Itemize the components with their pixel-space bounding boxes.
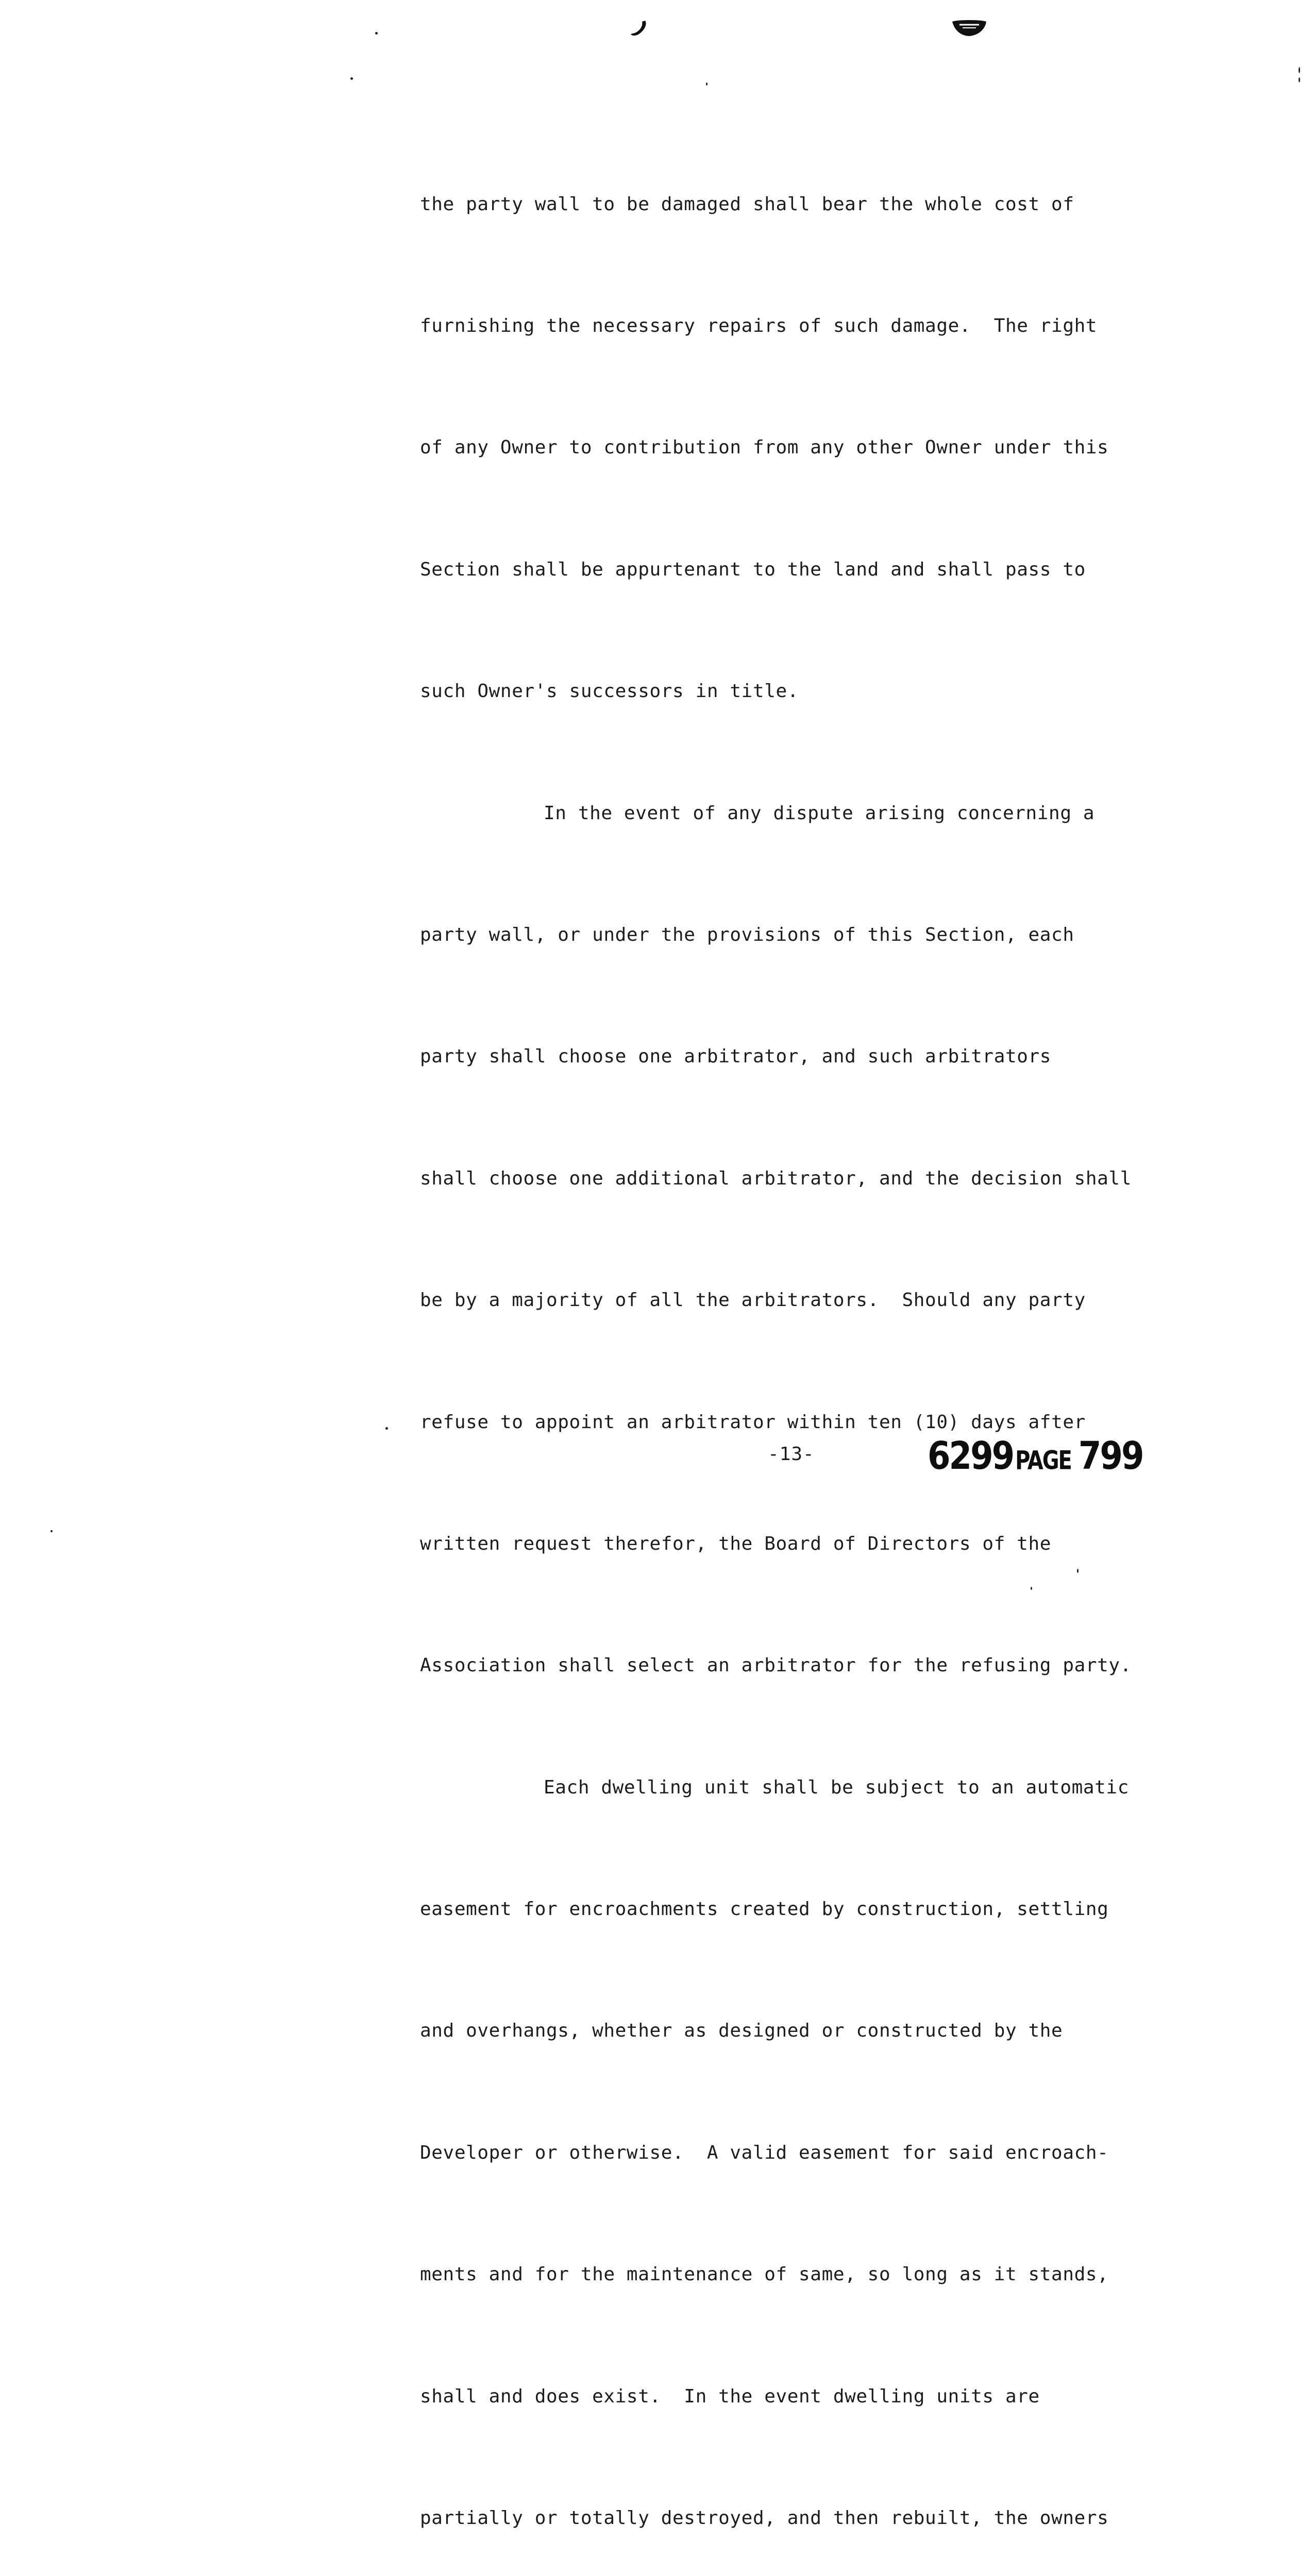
text-line: ments and for the maintenance of same, so long as it stands, — [420, 2264, 1109, 2285]
text-line: Section shall be appurtenant to the land and shall pass to — [420, 558, 1086, 580]
text-line: party shall choose one arbitrator, and such arbitrators — [420, 1046, 1052, 1067]
text-line: and overhangs, whether as designed or constructed by the — [420, 2020, 1063, 2042]
text-line: of any Owner to contribution from any other Owner under this — [420, 437, 1109, 459]
text-line: Developer or otherwise. A valid easement for said encroach- — [420, 2142, 1109, 2163]
book-number: 6299 — [928, 1434, 1014, 1479]
handwritten-mark-icon — [630, 19, 652, 38]
text-line: such Owner's successors in title. — [420, 681, 799, 702]
scan-speck — [375, 32, 378, 35]
text-line: written request therefor, the Board of Directors of the — [420, 1533, 1052, 1554]
paragraph-start-line: In the event of any dispute arising concerning a — [544, 802, 1095, 824]
text-line: furnishing the necessary repairs of such damage. The right — [420, 315, 1098, 336]
recorded-page-number: 799 — [1078, 1434, 1143, 1479]
text-line: be by a majority of all the arbitrators. Should any party — [420, 1290, 1086, 1311]
scan-speck — [1299, 67, 1300, 73]
text-line: the party wall to be damaged shall bear the whole cost of — [420, 193, 1074, 215]
text-line: partially or totally destroyed, and then rebuilt, the owners — [420, 2507, 1109, 2529]
scan-speck — [1299, 77, 1300, 82]
text-line: easement for encroachments created by construction, settling — [420, 1899, 1109, 1920]
text-line: shall choose one additional arbitrator, and the decision shall — [420, 1167, 1132, 1189]
stamp-blot-icon — [951, 19, 987, 37]
paragraph-start-line: Each dwelling unit shall be subject to an automatic — [544, 1776, 1129, 1798]
text-line: refuse to appoint an arbitrator within ten (10) days after — [420, 1411, 1086, 1433]
page-number: -13- — [768, 1444, 815, 1465]
scan-speck — [50, 1530, 53, 1532]
page-word: PAGE — [1015, 1446, 1071, 1476]
book-page-stamp — [928, 1434, 1143, 1479]
text-line: Association shall select an arbitrator for the refusing party. — [420, 1655, 1132, 1676]
text-line: shall and does exist. In the event dwelling units are — [420, 2385, 1040, 2407]
scan-speck — [385, 1427, 388, 1430]
body-text — [420, 103, 1193, 2576]
scan-speck — [706, 82, 707, 86]
scan-speck — [350, 77, 353, 80]
text-line: party wall, or under the provisions of this Section, each — [420, 924, 1074, 945]
